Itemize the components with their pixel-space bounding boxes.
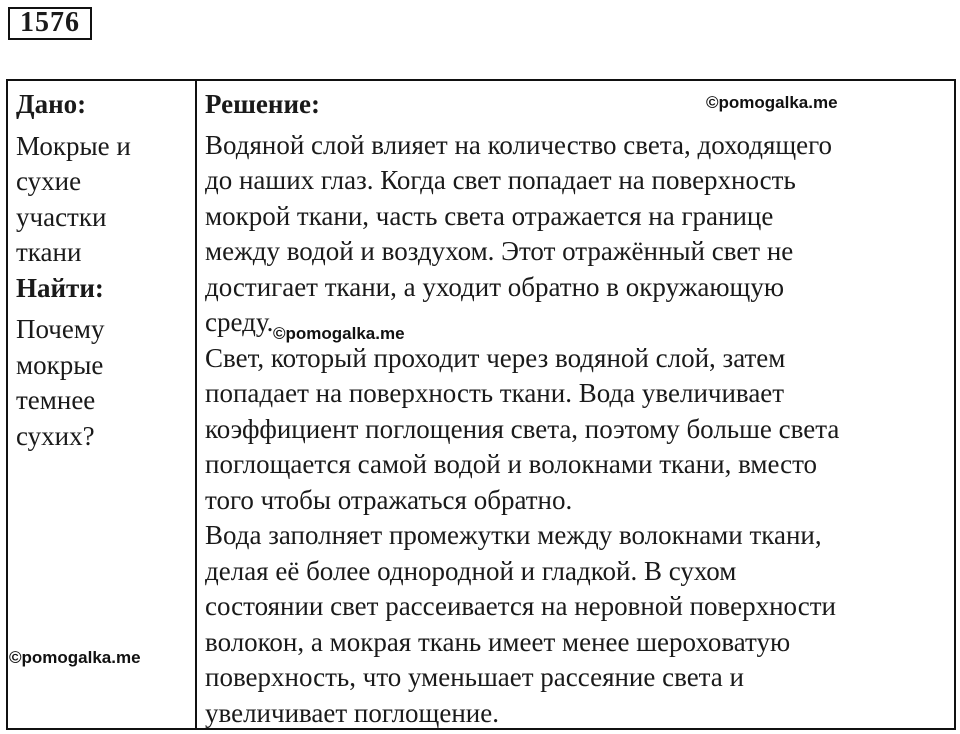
solution-label: Решение: xyxy=(205,89,320,119)
find-label: Найти: xyxy=(16,272,104,303)
solution-table xyxy=(6,79,956,730)
watermark: ©pomogalka.me xyxy=(9,648,141,667)
solution-line: волокон, а мокрая ткань имеет менее шероховатую xyxy=(205,626,791,657)
watermark: ©pomogalka.me xyxy=(273,324,405,343)
find-line: мокрые xyxy=(16,349,104,380)
find-line: Почему xyxy=(16,314,105,344)
given-line: участки xyxy=(16,201,107,232)
solution-column xyxy=(205,87,950,731)
solution-line: увеличивает поглощение. xyxy=(205,697,499,728)
column-divider xyxy=(195,81,197,728)
solution-line: Вода заполняет промежутки между волокнами ткани, xyxy=(205,520,822,550)
solution-line: состоянии свет рассеивается на неровной поверхности xyxy=(205,591,836,621)
solution-line: поверхность, что уменьшает рассеяние света и xyxy=(205,662,744,692)
solution-line: между водой и воздухом. Этот отражённый свет не xyxy=(205,236,794,266)
given-label: Дано: xyxy=(16,89,87,119)
given-line: ткани xyxy=(16,237,82,267)
solution-line: достигает ткани, а уходит обратно в окружающую xyxy=(205,271,784,302)
given-line: Мокрые и xyxy=(16,130,131,161)
problem-number: 1576 xyxy=(8,7,92,40)
given-line: сухие xyxy=(16,166,82,196)
solution-line: Водяной слой влияет на количество света, доходящего xyxy=(205,129,833,160)
find-line: темнее xyxy=(16,385,96,415)
solution-line: мокрой ткани, часть света отражается на границе xyxy=(205,200,774,231)
solution-line: попадает на поверхность ткани. Вода увеличивает xyxy=(205,378,785,408)
find-line: сухих? xyxy=(16,420,95,451)
watermark: ©pomogalka.me xyxy=(706,93,838,112)
solution-line: среду. xyxy=(205,307,274,337)
solution-line: поглощается самой водой и волокнами ткани, вместо xyxy=(205,449,818,479)
solution-line: того чтобы отражаться обратно. xyxy=(205,484,573,515)
solution-line: до наших глаз. Когда свет попадает на поверхность xyxy=(205,165,796,195)
solution-line: коэффициент поглощения света, поэтому больше света xyxy=(205,413,840,444)
solution-line: Свет, который проходит через водяной слой, затем xyxy=(205,342,786,373)
solution-line: делая её более однородной и гладкой. В сухом xyxy=(205,555,737,586)
given-column xyxy=(16,87,191,454)
